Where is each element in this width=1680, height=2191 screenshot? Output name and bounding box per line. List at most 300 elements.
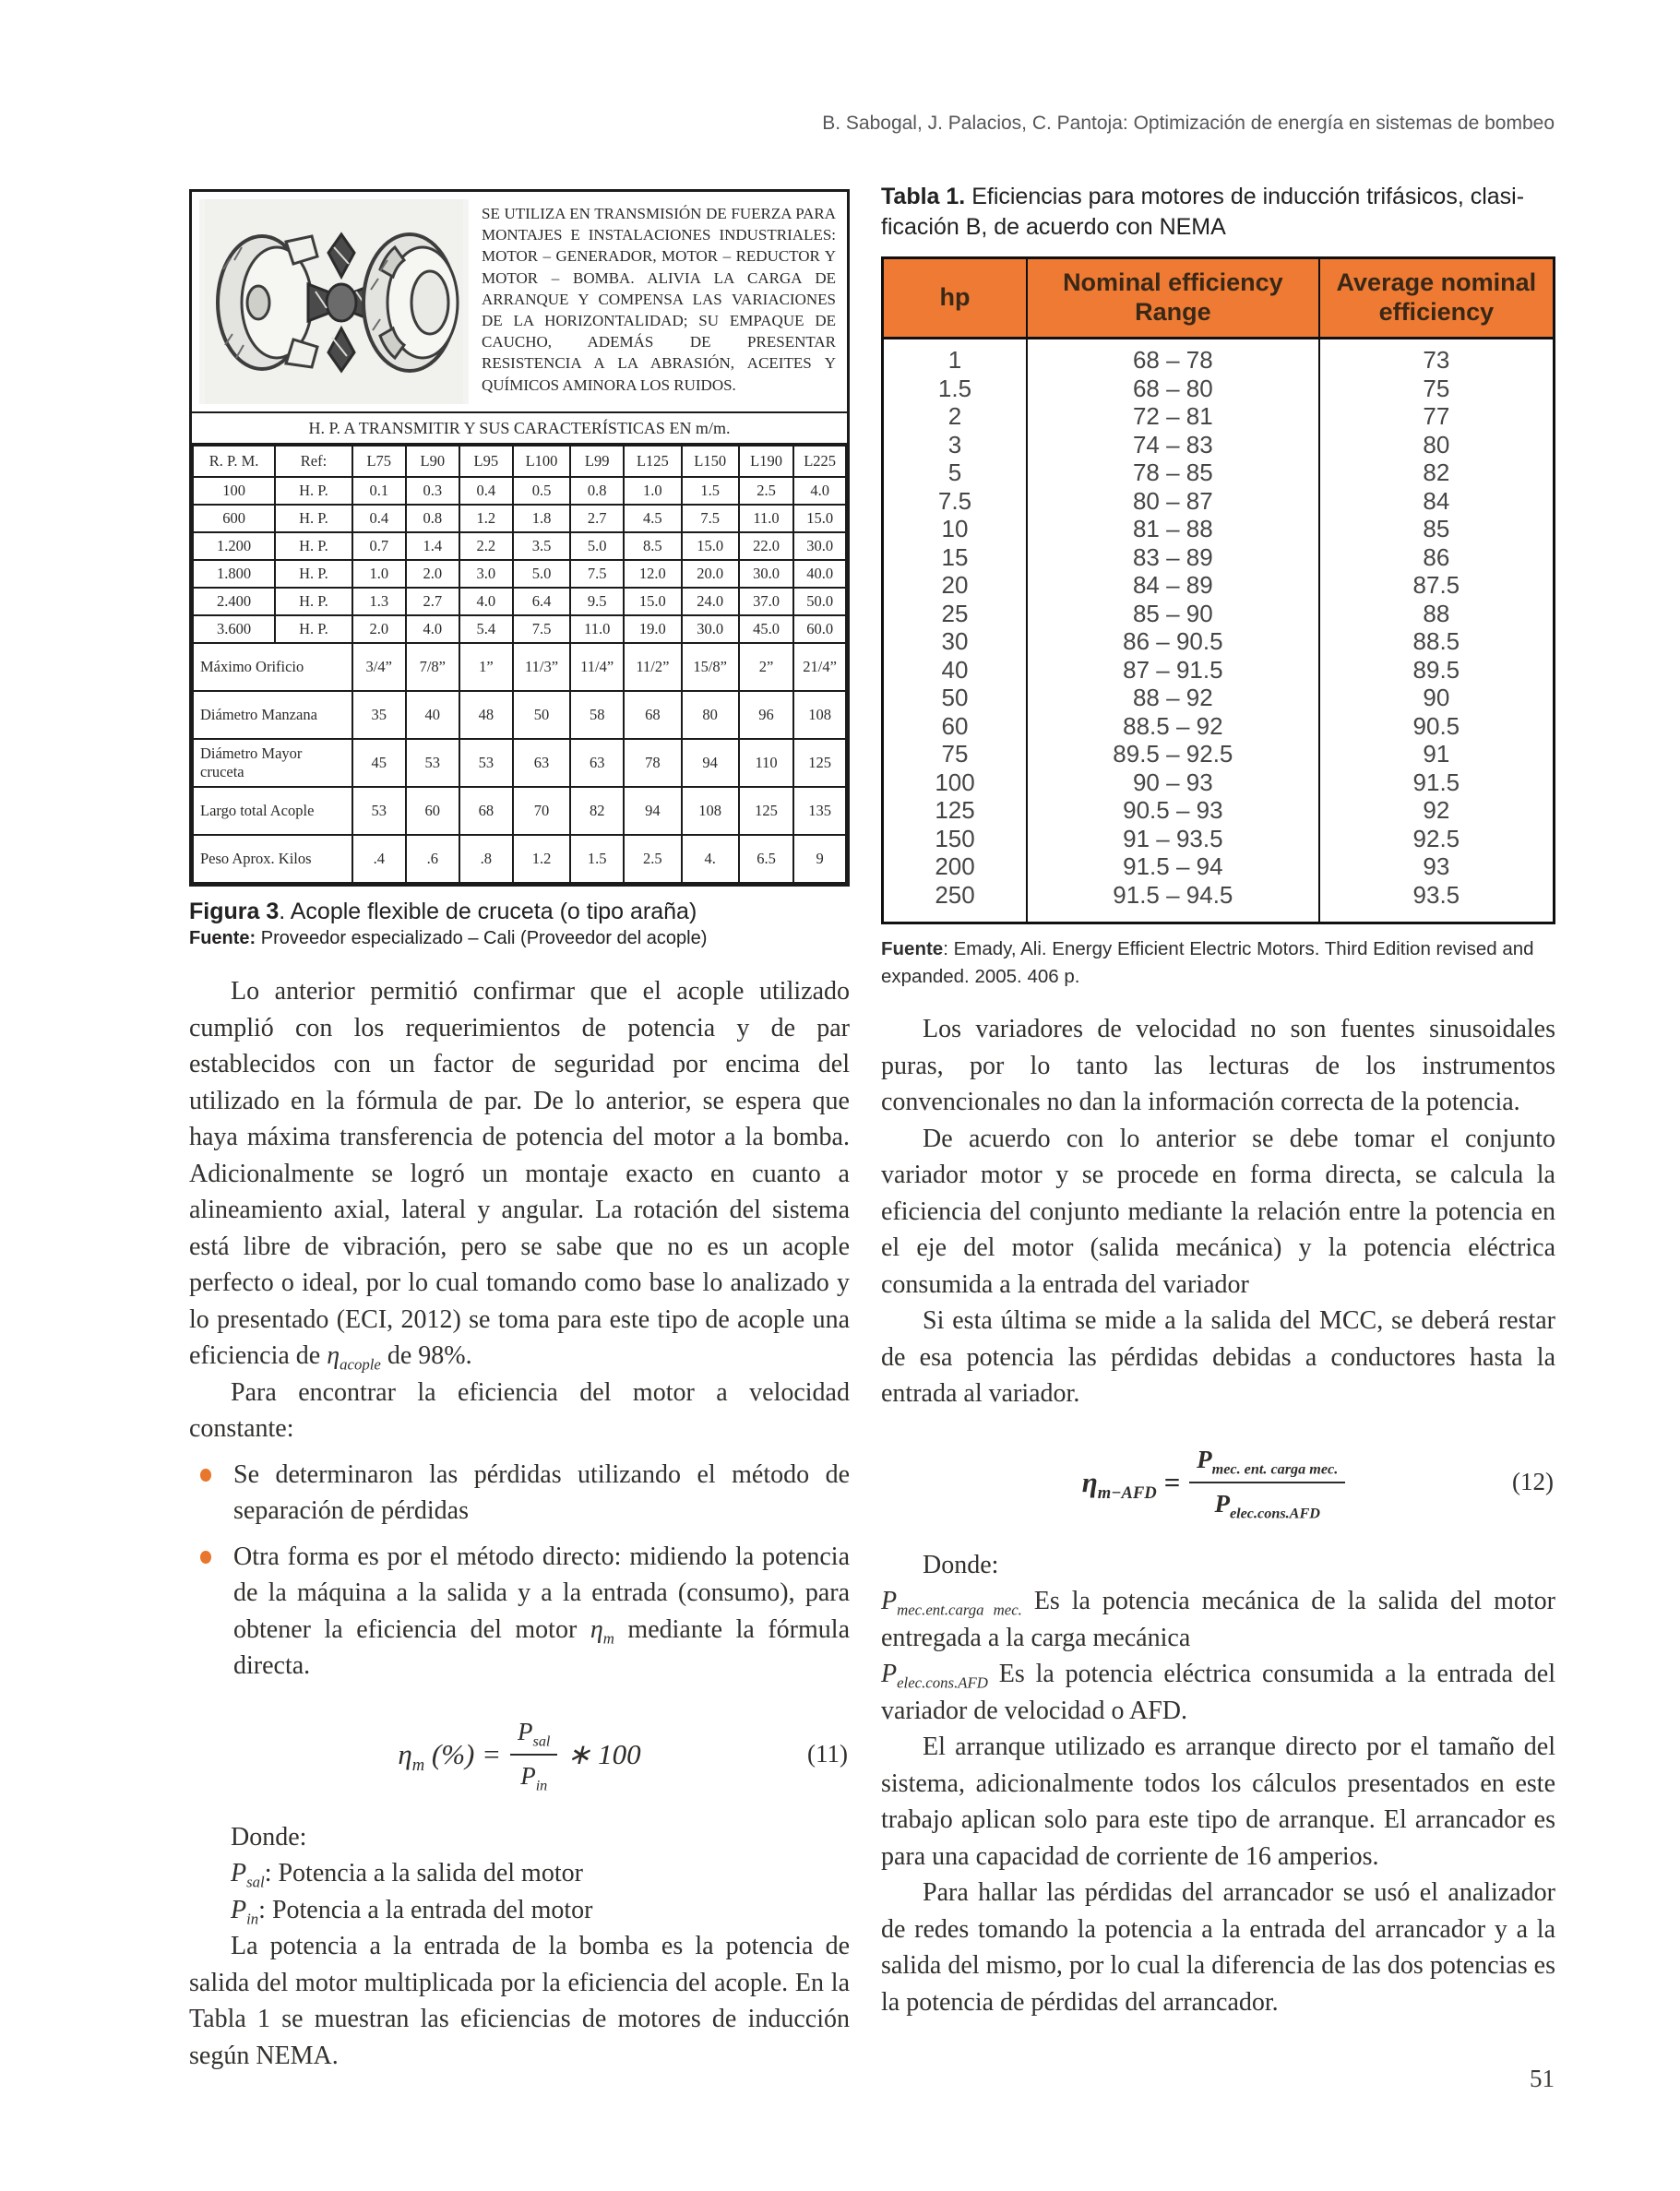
spec-header-cell: L225 xyxy=(793,446,846,477)
right-column xyxy=(881,182,1555,2020)
figure3-source-text: Proveedor especializado – Cali (Proveedor del acople) xyxy=(256,928,708,948)
table-cell: 50 xyxy=(513,691,570,739)
table-cell: 7.5 xyxy=(570,560,624,588)
equation-12-expression xyxy=(1082,1442,1355,1522)
bullet-icon xyxy=(200,1469,211,1482)
table-cell: 88 – 92 xyxy=(1027,684,1319,712)
table-cell: 20 xyxy=(941,571,969,599)
table-cell: 0.5 xyxy=(513,477,570,505)
table-cell: 1.2 xyxy=(459,505,513,532)
table-row xyxy=(883,515,1555,543)
table-cell: 11/3” xyxy=(513,643,570,691)
equation-number: (12) xyxy=(1512,1467,1554,1495)
equation-number: (11) xyxy=(807,1739,848,1768)
spec-row-label: Diámetro Manzana xyxy=(193,691,352,739)
equation-11 xyxy=(189,1707,850,1803)
table-cell: 1.8 xyxy=(513,505,570,532)
p-subscript: sal xyxy=(246,1873,265,1891)
table-cell: 15.0 xyxy=(624,588,681,615)
figure3-caption-text: . Acople flexible de cruceta (o tipo araña) xyxy=(279,899,697,924)
table-cell: H. P. xyxy=(275,477,352,505)
table-cell: 9 xyxy=(793,835,846,883)
table-cell: H. P. xyxy=(275,532,352,560)
spec-header-cell: L99 xyxy=(570,446,624,477)
table-cell: 93 xyxy=(1319,852,1555,881)
p-symbol: P xyxy=(1197,1446,1212,1473)
figure3-caption xyxy=(189,899,850,925)
table-cell: 90 xyxy=(1319,684,1555,712)
table-cell: 48 xyxy=(459,691,513,739)
table-cell: 125 xyxy=(793,739,846,787)
table-cell: 78 – 85 xyxy=(1027,458,1319,487)
table-cell: 78 xyxy=(624,739,681,787)
figure3-caption-label: Figura 3 xyxy=(189,899,280,924)
table-cell: 91 – 93.5 xyxy=(1027,825,1319,853)
table-cell: 91.5 – 94.5 xyxy=(1027,881,1319,923)
table-cell: 68 xyxy=(624,691,681,739)
table-cell: 7.5 xyxy=(937,486,972,515)
p-symbol: P xyxy=(231,1859,247,1887)
table-cell: 91 xyxy=(1319,740,1555,768)
figure3-description: SE UTILIZA EN TRANSMISIÓN DE FUERZA PARA MONTAJES E INSTALACIONES INDUSTRIALES: MOTOR – GENERADOR, MOTOR – REDUCTOR Y MOTOR – BOMBA. ALIVIA LA CARGA DE ARRANQUE Y COMPENSA LAS VARIACIONES DE LA HORIZONTALIDAD; SU EMPAQUE DE CAUCHO, ADEMÁS DE PRESENTAR RESISTENCIA A LA ABRASIÓN, ACEITES Y QUÍMICOS AMINORA LOS RUIDOS. xyxy=(482,205,836,394)
table-cell: 3.0 xyxy=(459,560,513,588)
table-cell: 0.1 xyxy=(352,477,406,505)
equals: = xyxy=(1163,1465,1181,1498)
spec-header-cell: L100 xyxy=(513,446,570,477)
table-cell: 3 xyxy=(947,430,962,458)
right-body-text xyxy=(881,1011,1555,2020)
table-cell: 50.0 xyxy=(793,588,846,615)
table-row xyxy=(883,740,1555,768)
table-row xyxy=(883,712,1555,741)
table-cell: 0.8 xyxy=(406,505,459,532)
table-cell: 93.5 xyxy=(1319,881,1555,923)
table-cell: 63 xyxy=(513,739,570,787)
spec-header-cell: L75 xyxy=(352,446,406,477)
table-cell: 2.0 xyxy=(352,615,406,643)
table-row xyxy=(193,560,846,588)
table-cell: 21/4” xyxy=(793,643,846,691)
table-cell: 88.5 – 92 xyxy=(1027,712,1319,741)
p-subscript: mec.ent.carga mec. xyxy=(897,1601,1022,1619)
table-cell: 30 xyxy=(941,627,969,655)
p-symbol: P xyxy=(881,1660,898,1688)
table-cell: 125 xyxy=(739,787,793,835)
table-cell: H. P. xyxy=(275,615,352,643)
table-cell: .4 xyxy=(352,835,406,883)
table-cell: 86 – 90.5 xyxy=(1027,627,1319,656)
symbol-definition xyxy=(881,1656,1555,1729)
table-cell: 2.7 xyxy=(570,505,624,532)
symbol-definition xyxy=(881,1583,1555,1656)
table-cell: 68 – 78 xyxy=(1027,339,1319,375)
table-cell: 4. xyxy=(682,835,739,883)
table-cell: H. P. xyxy=(275,588,352,615)
paragraph: Para hallar las pérdidas del arrancador se usó el analizador de redes tomando la potencia a la entrada del arrancador y a la salida del mismo, por lo cual la diferencia de las dos potencias es la potencia de pérdidas del arrancador. xyxy=(881,1878,1555,2017)
table-cell: 30.0 xyxy=(793,532,846,560)
paragraph: La potencia a la entrada de la bomba es la potencia de salida del motor multiplicada por la eficiencia del acople. En la Tabla 1 se muestran las eficiencias de motores de inducción según NEMA. xyxy=(189,1932,850,2070)
table-cell: 53 xyxy=(352,787,406,835)
table-cell: 2.7 xyxy=(406,588,459,615)
table-row xyxy=(883,852,1555,881)
p-subscript: sal xyxy=(532,1733,551,1750)
table-cell: 6.5 xyxy=(739,835,793,883)
spec-row-label: Diámetro Mayor cruceta xyxy=(193,739,352,787)
table-cell: 68 xyxy=(459,787,513,835)
table-cell: 60 xyxy=(941,711,969,740)
table-cell: 600 xyxy=(193,505,275,532)
table-cell: 63 xyxy=(570,739,624,787)
spec-header-cell: R. P. M. xyxy=(193,446,275,477)
eta-symbol: η xyxy=(327,1341,340,1370)
table-row xyxy=(193,477,846,505)
table-cell: 89.5 – 92.5 xyxy=(1027,740,1319,768)
paragraph: Los variadores de velocidad no son fuentes sinusoidales puras, por lo tanto las lecturas de los instrumentos convencionales no dan la información correcta de la potencia. xyxy=(881,1015,1555,1116)
table-cell: 1.4 xyxy=(406,532,459,560)
page-number: 51 xyxy=(1530,2065,1555,2092)
table-cell: 2.0 xyxy=(406,560,459,588)
definition-text: Es la potencia mecánica de la salida del motor entregada a la carga mecánica xyxy=(881,1587,1556,1652)
table-cell: 19.0 xyxy=(624,615,681,643)
tabla1-title xyxy=(881,182,1555,243)
table-cell: 11/2” xyxy=(624,643,681,691)
table-cell: 150 xyxy=(935,824,975,852)
where-label: Donde: xyxy=(231,1822,307,1852)
table-row xyxy=(193,588,846,615)
table-row xyxy=(883,402,1555,431)
table-row xyxy=(883,600,1555,628)
bullet-icon xyxy=(200,1551,211,1564)
table-cell: 9.5 xyxy=(570,588,624,615)
table-cell: 74 – 83 xyxy=(1027,431,1319,459)
table-cell: 50 xyxy=(941,684,969,711)
table-cell: 88 xyxy=(1319,600,1555,628)
table-cell: 200 xyxy=(935,852,975,880)
table-cell: 60 xyxy=(406,787,459,835)
table-cell: 22.0 xyxy=(739,532,793,560)
p-symbol: P xyxy=(881,1587,898,1615)
table-cell: 40 xyxy=(406,691,459,739)
spec-table xyxy=(192,445,847,884)
table-cell: 90.5 – 93 xyxy=(1027,796,1319,825)
table-cell: 2 xyxy=(947,402,962,430)
fraction-denominator xyxy=(1189,1483,1345,1523)
table-row xyxy=(193,739,846,787)
table-cell: 1.0 xyxy=(352,560,406,588)
table-cell: 90 – 93 xyxy=(1027,768,1319,797)
equation-tail: ∗ 100 xyxy=(566,1737,641,1770)
table-row xyxy=(883,431,1555,459)
nema-header-cell: Nominal efficiency Range xyxy=(1027,258,1319,339)
table-row xyxy=(193,615,846,643)
table-cell: 135 xyxy=(793,787,846,835)
eta-symbol: η xyxy=(1081,1465,1098,1498)
eta-subscript: acople xyxy=(340,1355,381,1374)
equals: (%) = xyxy=(431,1737,502,1770)
table-cell: 7/8” xyxy=(406,643,459,691)
eta-symbol: η xyxy=(590,1614,603,1644)
table-cell: 30.0 xyxy=(739,560,793,588)
table-row xyxy=(883,487,1555,516)
table-cell: 73 xyxy=(1319,339,1555,375)
table-cell: 11.0 xyxy=(739,505,793,532)
symbol-definition xyxy=(189,1892,850,1929)
fraction-numerator xyxy=(1189,1442,1345,1483)
table-cell: 94 xyxy=(624,787,681,835)
table-row xyxy=(883,571,1555,600)
fraction-numerator xyxy=(510,1714,557,1756)
table-cell: 45.0 xyxy=(739,615,793,643)
table-cell: 0.7 xyxy=(352,532,406,560)
paragraph-text: de 98%. xyxy=(380,1341,472,1370)
eta-subscript: m xyxy=(411,1755,425,1775)
table-cell: 91.5 xyxy=(1319,768,1555,797)
table-cell: 15/8” xyxy=(682,643,739,691)
table-cell: 2” xyxy=(739,643,793,691)
tabla1-source-label: Fuente xyxy=(881,938,944,959)
nema-header-cell: Average nominal efficiency xyxy=(1319,258,1555,339)
figure3-source-label: Fuente: xyxy=(189,928,256,948)
table-cell: 7.5 xyxy=(513,615,570,643)
table-cell: 70 xyxy=(513,787,570,835)
tabla1-source-text: : Emady, Ali. Energy Efficient Electric Motors. Third Edition revised and expanded. 2005. 406 p. xyxy=(881,938,1534,987)
nema-efficiency-table xyxy=(881,256,1555,924)
table-row xyxy=(883,339,1555,375)
eta-subscript: m−AFD xyxy=(1097,1482,1157,1503)
table-cell: 85 xyxy=(1319,515,1555,543)
table-cell: 2.400 xyxy=(193,588,275,615)
table-cell: 4.0 xyxy=(406,615,459,643)
p-subscript: in xyxy=(246,1910,259,1928)
table-cell: 3.600 xyxy=(193,615,275,643)
table-cell: 86 xyxy=(1319,543,1555,572)
table-cell: 1.800 xyxy=(193,560,275,588)
table-cell: 87 – 91.5 xyxy=(1027,656,1319,685)
bullet-text: Se determinaron las pérdidas utilizando el método de separación de pérdidas xyxy=(233,1459,850,1525)
table-cell: 37.0 xyxy=(739,588,793,615)
table-row xyxy=(883,768,1555,797)
table-cell: 1.200 xyxy=(193,532,275,560)
list-item xyxy=(189,1457,850,1530)
spec-header-cell: L190 xyxy=(739,446,793,477)
table-cell: 68 – 80 xyxy=(1027,375,1319,403)
table-cell: 1.5 xyxy=(682,477,739,505)
figure3-box xyxy=(189,189,850,887)
where-label: Donde: xyxy=(923,1550,999,1579)
p-symbol: P xyxy=(518,1718,533,1745)
table-cell: 82 xyxy=(1319,458,1555,487)
table-cell: 100 xyxy=(935,768,975,796)
table-cell: 3/4” xyxy=(352,643,406,691)
table-row xyxy=(883,881,1555,923)
p-symbol: P xyxy=(231,1895,247,1924)
table-cell: .6 xyxy=(406,835,459,883)
spec-row-label: Largo total Acople xyxy=(193,787,352,835)
table-cell: 2.2 xyxy=(459,532,513,560)
coupling-illustration xyxy=(199,199,469,404)
table-cell: 58 xyxy=(570,691,624,739)
fraction-denominator xyxy=(510,1756,557,1795)
coupling-drawing-icon xyxy=(205,199,463,404)
table-cell: 1.5 xyxy=(937,374,972,402)
table-cell: 12.0 xyxy=(624,560,681,588)
table-cell: 5.0 xyxy=(513,560,570,588)
table-cell: 2.5 xyxy=(739,477,793,505)
figure3-source xyxy=(189,928,850,949)
spec-header-row xyxy=(193,446,846,477)
figure3-top xyxy=(192,192,847,413)
paragraph: De acuerdo con lo anterior se debe tomar el conjunto variador motor y se procede en forma directa, se calcula la eficiencia del conjunto mediante la relación entre la potencia en el eje del motor (salida mecánica) y la potencia eléctrica consumida a la entrada del variador xyxy=(881,1124,1555,1299)
bullet-text xyxy=(233,1542,850,1681)
table-cell: 1.5 xyxy=(570,835,624,883)
table-cell: 88.5 xyxy=(1319,627,1555,656)
table-cell: 7.5 xyxy=(682,505,739,532)
definition-text: Es la potencia eléctrica consumida a la entrada del variador de velocidad o AFD. xyxy=(881,1660,1555,1725)
table-cell: 100 xyxy=(193,477,275,505)
table-cell: 125 xyxy=(935,796,975,824)
list-item xyxy=(189,1539,850,1685)
nema-header-row xyxy=(883,258,1555,339)
table-cell: 87.5 xyxy=(1319,571,1555,600)
left-body-text xyxy=(189,973,850,2074)
table-row xyxy=(883,656,1555,685)
table-cell: .8 xyxy=(459,835,513,883)
table-row xyxy=(883,375,1555,403)
table-cell: 24.0 xyxy=(682,588,739,615)
paragraph: Para encontrar la eficiencia del motor a velocidad constante: xyxy=(189,1377,850,1443)
table-cell: 15.0 xyxy=(793,505,846,532)
left-column xyxy=(189,189,850,2074)
table-cell: 75 xyxy=(1319,375,1555,403)
table-row xyxy=(193,505,846,532)
table-cell: 72 – 81 xyxy=(1027,402,1319,431)
p-subscript: mec. ent. carga mec. xyxy=(1211,1460,1339,1478)
eta-subscript: m xyxy=(602,1629,614,1648)
table-cell: 20.0 xyxy=(682,560,739,588)
table-cell: 96 xyxy=(739,691,793,739)
spec-header-cell: L150 xyxy=(682,446,739,477)
eta-symbol: η xyxy=(398,1737,412,1770)
table-cell: 84 xyxy=(1319,487,1555,516)
table-cell: 75 xyxy=(941,740,969,768)
spec-header-cell: L125 xyxy=(624,446,681,477)
table-cell: 4.0 xyxy=(459,588,513,615)
table-cell: 4.5 xyxy=(624,505,681,532)
equation-11-expression xyxy=(398,1714,640,1794)
table-cell: 5.0 xyxy=(570,532,624,560)
table-cell: 85 – 90 xyxy=(1027,600,1319,628)
table-row xyxy=(193,643,846,691)
table-row xyxy=(193,835,846,883)
table-cell: 35 xyxy=(352,691,406,739)
table-cell: 5 xyxy=(947,458,962,486)
table-row xyxy=(883,543,1555,572)
table-cell: 90.5 xyxy=(1319,712,1555,741)
table-cell: 45 xyxy=(352,739,406,787)
table-cell: 1” xyxy=(459,643,513,691)
table-cell: 5.4 xyxy=(459,615,513,643)
table-cell: 53 xyxy=(406,739,459,787)
table-cell: 2.5 xyxy=(624,835,681,883)
table-row xyxy=(883,825,1555,853)
table-cell: 1.2 xyxy=(513,835,570,883)
table-row xyxy=(193,787,846,835)
table-row xyxy=(193,691,846,739)
table-cell: 80 – 87 xyxy=(1027,487,1319,516)
running-head: B. Sabogal, J. Palacios, C. Pantoja: Optimización de energía en sistemas de bombeo xyxy=(822,113,1555,134)
table-cell: 30.0 xyxy=(682,615,739,643)
table-row xyxy=(883,627,1555,656)
table-row xyxy=(883,684,1555,712)
tabla1-source xyxy=(881,935,1555,991)
table-cell: 110 xyxy=(739,739,793,787)
table-cell: 15.0 xyxy=(682,532,739,560)
table-cell: 83 – 89 xyxy=(1027,543,1319,572)
nema-header-cell: hp xyxy=(883,258,1028,339)
table-row xyxy=(883,458,1555,487)
fraction xyxy=(1189,1442,1345,1522)
table-row xyxy=(193,532,846,560)
table-cell: 53 xyxy=(459,739,513,787)
table-cell: 108 xyxy=(793,691,846,739)
tabla1-title-line1: Eficiencias para motores de inducción trifásicos, clasi- xyxy=(965,184,1525,209)
table-cell: 25 xyxy=(941,599,969,627)
bullet-text-part: Otra forma es por el método directo: midiendo la potencia de la máquina a la salida y a la entrada (consumo), para obtener la eficiencia del motor xyxy=(233,1542,850,1644)
table-cell: 92.5 xyxy=(1319,825,1555,853)
table-cell: 0.4 xyxy=(459,477,513,505)
table-cell: 89.5 xyxy=(1319,656,1555,685)
definition-text: : Potencia a la entrada del motor xyxy=(258,1895,593,1924)
spec-header-cell: L95 xyxy=(459,446,513,477)
spec-header-cell: L90 xyxy=(406,446,459,477)
table-cell: 80 xyxy=(682,691,739,739)
spec-row-label: Peso Aprox. Kilos xyxy=(193,835,352,883)
bullet-text-part: mediante la fórmula directa. xyxy=(233,1614,850,1680)
table-cell: 40.0 xyxy=(793,560,846,588)
spec-table-title: H. P. A TRANSMITIR Y SUS CARACTERÍSTICAS EN m/m. xyxy=(192,413,847,445)
table-cell: H. P. xyxy=(275,505,352,532)
spec-row-label: Máximo Orificio xyxy=(193,643,352,691)
table-cell: 82 xyxy=(570,787,624,835)
equation-12 xyxy=(881,1435,1555,1530)
tabla1-title-line2: ficación B, de acuerdo con NEMA xyxy=(881,214,1226,240)
table-cell: 6.4 xyxy=(513,588,570,615)
p-subscript: elec.cons.AFD xyxy=(897,1673,988,1692)
table-cell: 4.0 xyxy=(793,477,846,505)
table-cell: 60.0 xyxy=(793,615,846,643)
tabla1-title-label: Tabla 1. xyxy=(881,184,966,209)
table-cell: 40 xyxy=(941,655,969,684)
table-cell: 0.8 xyxy=(570,477,624,505)
table-cell: 94 xyxy=(682,739,739,787)
table-cell: 1.0 xyxy=(624,477,681,505)
paragraph-text: Lo anterior permitió confirmar que el acople utilizado cumplió con los requerimientos de potencia y de par establecidos con un factor de seguridad por encima del utilizado en la fórmula de par. De lo anterior, se espera que haya máxima transferencia de potencia del motor a la bomba. Adicionalmente se logró un montaje exacto en cuanto a alineamiento axial, lateral y angular. La rotación del sistema está libre de vibración, pero se sabe que no es un acople perfecto o ideal, por lo cual tomando como base lo analizado y lo presentado (ECI, 2012) se toma para este tipo de acople una eficiencia de xyxy=(189,977,850,1370)
p-subscript: in xyxy=(535,1776,548,1793)
table-cell: 108 xyxy=(682,787,739,835)
symbol-definition xyxy=(189,1855,850,1892)
table-cell: 15 xyxy=(941,542,969,571)
table-cell: 80 xyxy=(1319,431,1555,459)
paragraph xyxy=(189,973,850,1375)
table-cell: 0.3 xyxy=(406,477,459,505)
table-cell: 250 xyxy=(935,880,975,909)
table-cell: H. P. xyxy=(275,560,352,588)
table-cell: 92 xyxy=(1319,796,1555,825)
table-cell: 1.3 xyxy=(352,588,406,615)
table-cell: 11.0 xyxy=(570,615,624,643)
table-cell: 91.5 – 94 xyxy=(1027,852,1319,881)
bullet-list xyxy=(189,1457,850,1685)
